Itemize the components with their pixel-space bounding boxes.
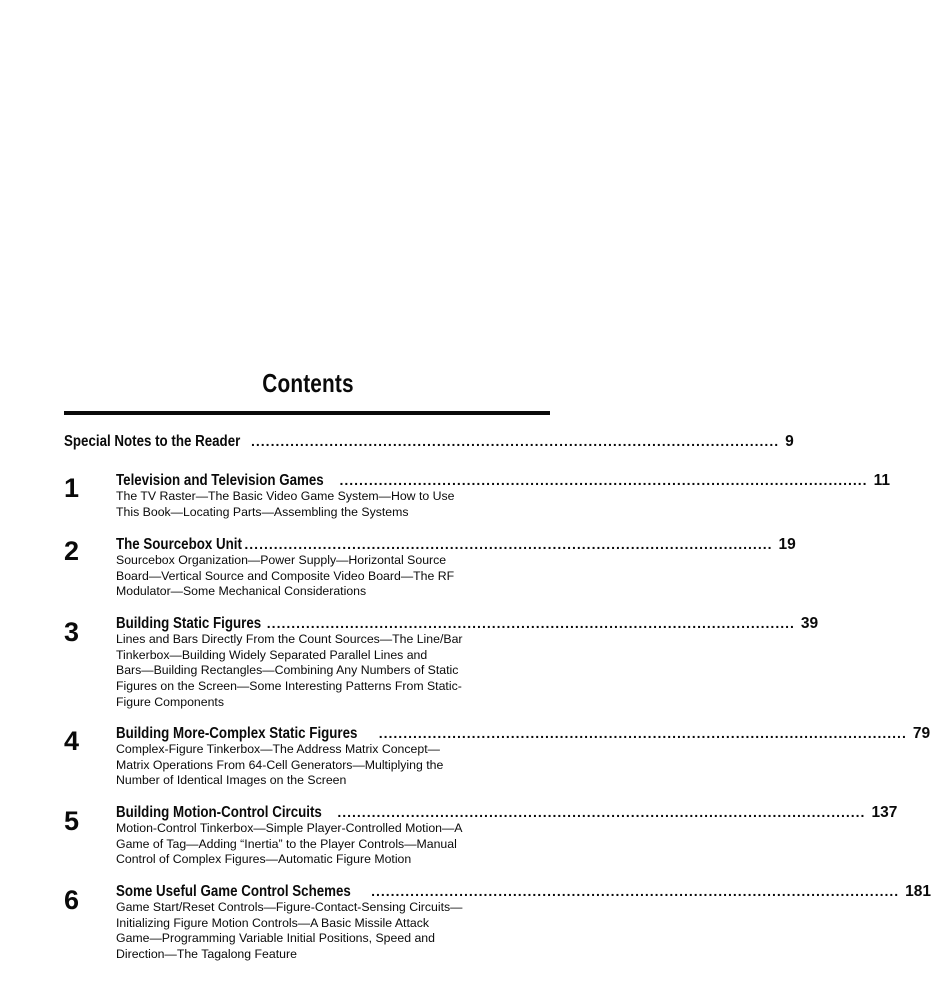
entry-page: 181 bbox=[905, 883, 931, 900]
dot-leader: ............................................................................................................ bbox=[244, 536, 773, 552]
description-line: Sourcebox Organization—Power Supply—Horizontal Source bbox=[116, 553, 447, 567]
page-title: Contents bbox=[262, 368, 354, 398]
dot-leader: ............................................................................................................ bbox=[339, 472, 868, 488]
dot-leader: ............................................................................................................ bbox=[251, 433, 780, 449]
entry-page: 39 bbox=[800, 615, 819, 632]
description-line: Number of Identical Images on the Screen bbox=[116, 773, 347, 788]
description-line: Tinkerbox—Building Widely Separated Parallel Lines and bbox=[116, 647, 428, 662]
toc-entry-chapter-3[interactable] bbox=[116, 615, 819, 633]
chapter-description bbox=[116, 553, 496, 600]
description-line: Control of Complex Figures—Automatic Figure Motion bbox=[116, 852, 412, 867]
dot-leader: ............................................................................................................ bbox=[266, 615, 795, 631]
description-line: Bars—Building Rectangles—Combining Any Numbers of Static bbox=[116, 663, 459, 678]
entry-title: Special Notes to the Reader bbox=[64, 433, 241, 450]
description-line: Game of Tag—Adding “Inertia” to the Player Controls—Manual bbox=[116, 836, 457, 851]
description-line: Lines and Bars Directly From the Count Sources—The Line/Bar bbox=[116, 632, 463, 646]
entry-title: Building More-Complex Static Figures bbox=[116, 725, 358, 742]
description-line: Game—Programming Variable Initial Positions, Speed and bbox=[116, 931, 435, 946]
entry-title: Some Useful Game Control Schemes bbox=[116, 883, 351, 900]
description-line: Board—Vertical Source and Composite Video Board—The RF bbox=[116, 568, 455, 583]
toc-entry-special-notes[interactable] bbox=[64, 433, 794, 451]
description-line: This Book—Locating Parts—Assembling the Systems bbox=[116, 504, 409, 519]
chapter-number: 3 bbox=[64, 617, 80, 647]
entry-page: 19 bbox=[778, 536, 796, 553]
title-rule bbox=[64, 411, 550, 415]
description-line: Figures on the Screen—Some Interesting Patterns From Static- bbox=[116, 679, 462, 694]
entry-page: 79 bbox=[912, 725, 931, 742]
description-line: Modulator—Some Mechanical Considerations bbox=[116, 584, 367, 599]
chapter-description bbox=[116, 821, 496, 868]
description-line: Direction—The Tagalong Feature bbox=[116, 947, 297, 962]
dot-leader: ............................................................................................................ bbox=[371, 883, 900, 899]
chapter-number: 4 bbox=[64, 726, 80, 756]
toc-entry-chapter-2[interactable] bbox=[116, 536, 796, 554]
entry-page: 11 bbox=[873, 472, 890, 489]
toc-entry-chapter-6[interactable] bbox=[116, 883, 931, 901]
entry-title: Television and Television Games bbox=[116, 472, 324, 489]
chapter-description bbox=[116, 632, 496, 711]
chapter-description bbox=[116, 489, 496, 520]
dot-leader: ............................................................................................................ bbox=[378, 725, 907, 741]
description-line: Game Start/Reset Controls—Figure-Contact-Sensing Circuits— bbox=[116, 900, 463, 914]
description-line: Motion-Control Tinkerbox—Simple Player-Controlled Motion—A bbox=[116, 821, 463, 835]
chapter-number: 1 bbox=[64, 473, 80, 503]
chapter-number: 6 bbox=[64, 885, 80, 915]
description-line: The TV Raster—The Basic Video Game System—How to Use bbox=[116, 489, 455, 503]
chapter-number: 2 bbox=[64, 536, 80, 566]
chapter-description bbox=[116, 742, 496, 789]
toc-entry-chapter-5[interactable] bbox=[116, 804, 898, 822]
description-line: Figure Components bbox=[116, 694, 224, 709]
description-line: Matrix Operations From 64-Cell Generators—Multiplying the bbox=[116, 757, 444, 772]
entry-page: 137 bbox=[871, 804, 898, 821]
description-line: Complex-Figure Tinkerbox—The Address Matrix Concept— bbox=[116, 742, 440, 756]
chapter-number: 5 bbox=[64, 806, 80, 836]
description-line: Initializing Figure Motion Controls—A Basic Missile Attack bbox=[116, 915, 430, 930]
entry-title: The Sourcebox Unit bbox=[116, 536, 242, 553]
toc-entry-chapter-4[interactable] bbox=[116, 725, 931, 743]
entry-title: Building Motion-Control Circuits bbox=[116, 804, 322, 821]
toc-entry-chapter-1[interactable] bbox=[116, 472, 890, 490]
chapter-description bbox=[116, 900, 496, 963]
entry-page: 9 bbox=[785, 433, 794, 450]
dot-leader: ............................................................................................................ bbox=[337, 804, 866, 820]
entry-title: Building Static Figures bbox=[116, 615, 262, 632]
